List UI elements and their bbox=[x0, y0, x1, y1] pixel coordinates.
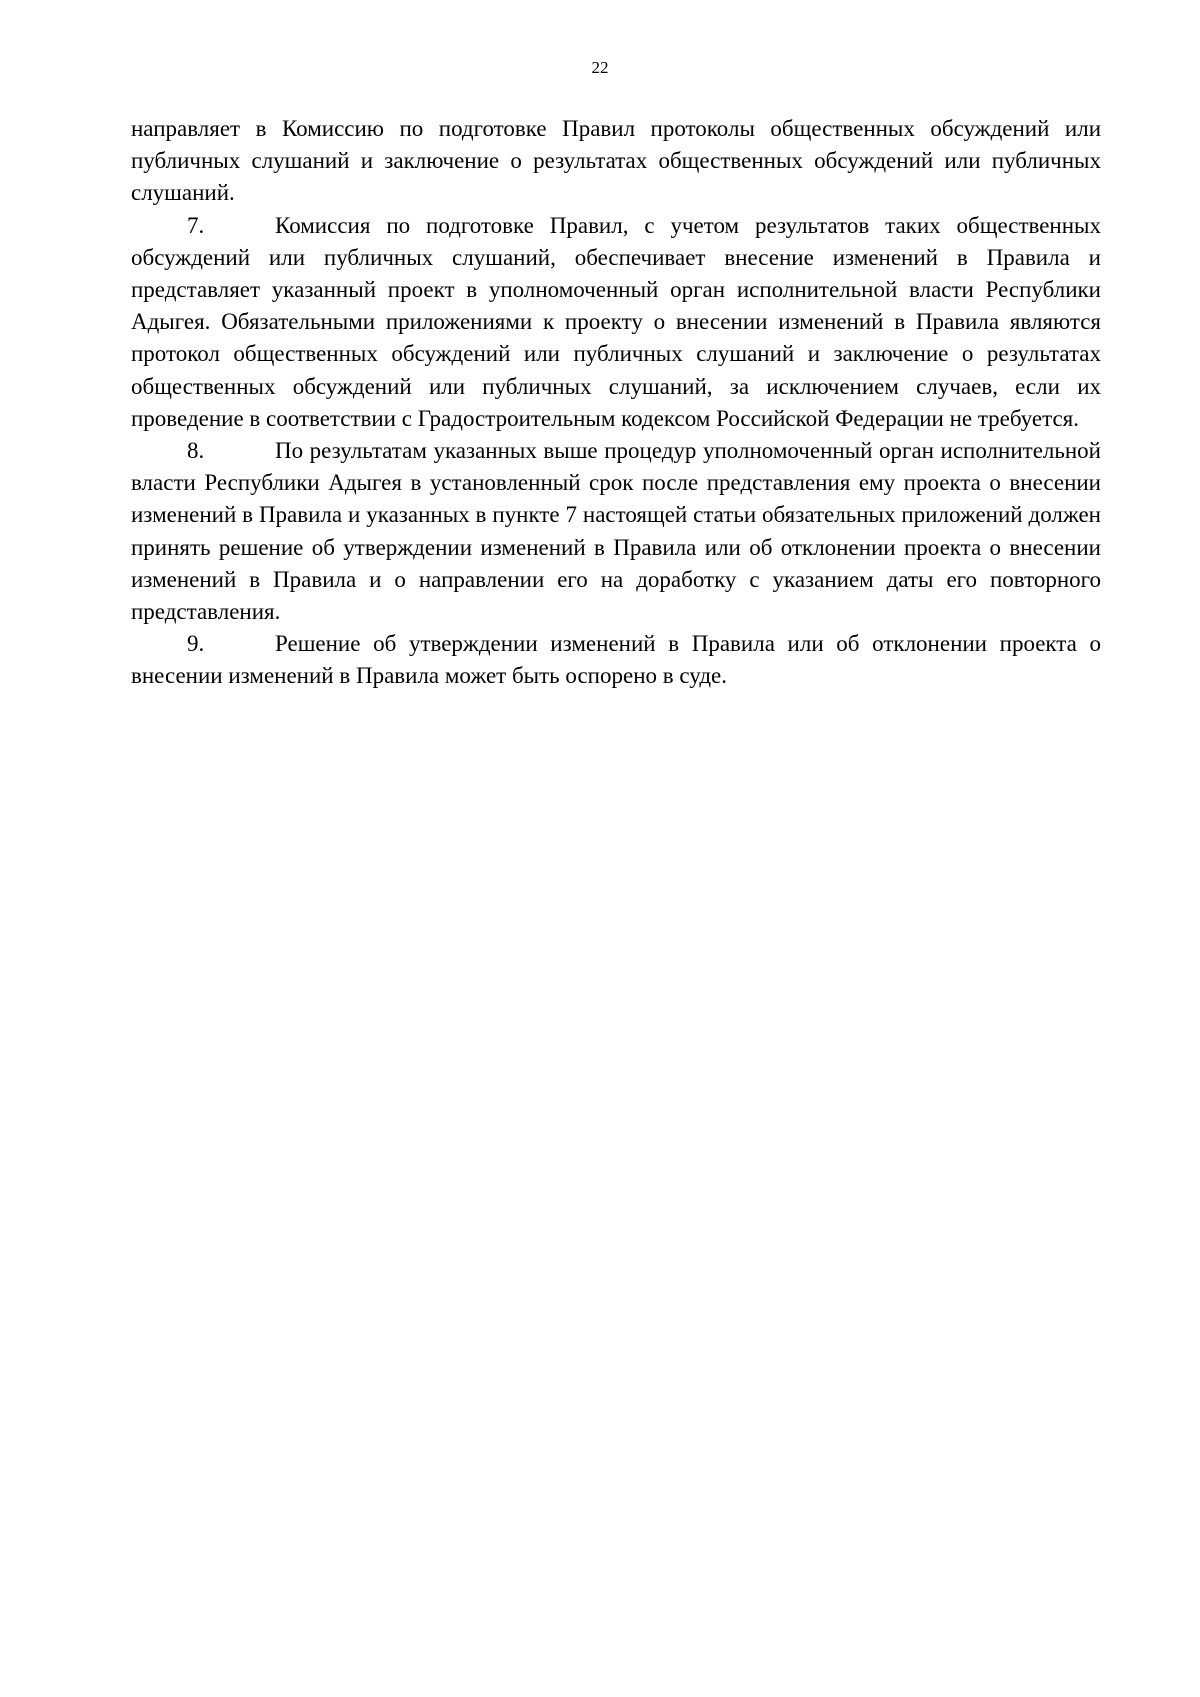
paragraph-8 bbox=[131, 435, 1101, 628]
paragraph-number: 7. bbox=[187, 212, 205, 238]
paragraph-9 bbox=[131, 628, 1101, 692]
paragraph-7 bbox=[131, 210, 1101, 435]
paragraph-continuation bbox=[131, 113, 1101, 210]
document-body bbox=[131, 113, 1101, 693]
paragraph-text: По результатам указанных выше процедур уполномоченный орган исполнительной власти Республики Адыгея в установленный срок после представления ему проекта о внесении изменений в Правила и указанных в пункте 7 настоящей статьи обязательных приложений должен принять решение об утверждении изменений в Правила или об отклонении проекта о внесении изменений в Правила и о направлении его на доработку с указанием даты его повторного представления. bbox=[131, 438, 1101, 625]
paragraph-text: направляет в Комиссию по подготовке Правил протоколы общественных обсуждений или публичных слушаний и заключение о результатах общественных обсуждений или публичных слушаний. bbox=[131, 116, 1101, 206]
paragraph-text: Комиссия по подготовке Правил, с учетом результатов таких общественных обсуждений или публичных слушаний, обеспечивает внесение изменений в Правила и представляет указанный проект в уполномоченный орган исполнительной власти Республики Адыгея. Обязательными приложениями к проекту о внесении изменений в Правила являются протокол общественных обсуждений или публичных слушаний и заключение о результатах общественных обсуждений или публичных слушаний, за исключением случаев, если их проведение в соответствии с Градостроительным кодексом Российской Федерации не требуется. bbox=[131, 212, 1101, 431]
paragraph-text: Решение об утверждении изменений в Правила или об отклонении проекта о внесении изменений в Правила может быть оспорено в суде. bbox=[131, 631, 1101, 689]
paragraph-number: 9. bbox=[187, 631, 205, 657]
page-number: 22 bbox=[591, 58, 609, 77]
paragraph-number: 8. bbox=[187, 438, 205, 464]
